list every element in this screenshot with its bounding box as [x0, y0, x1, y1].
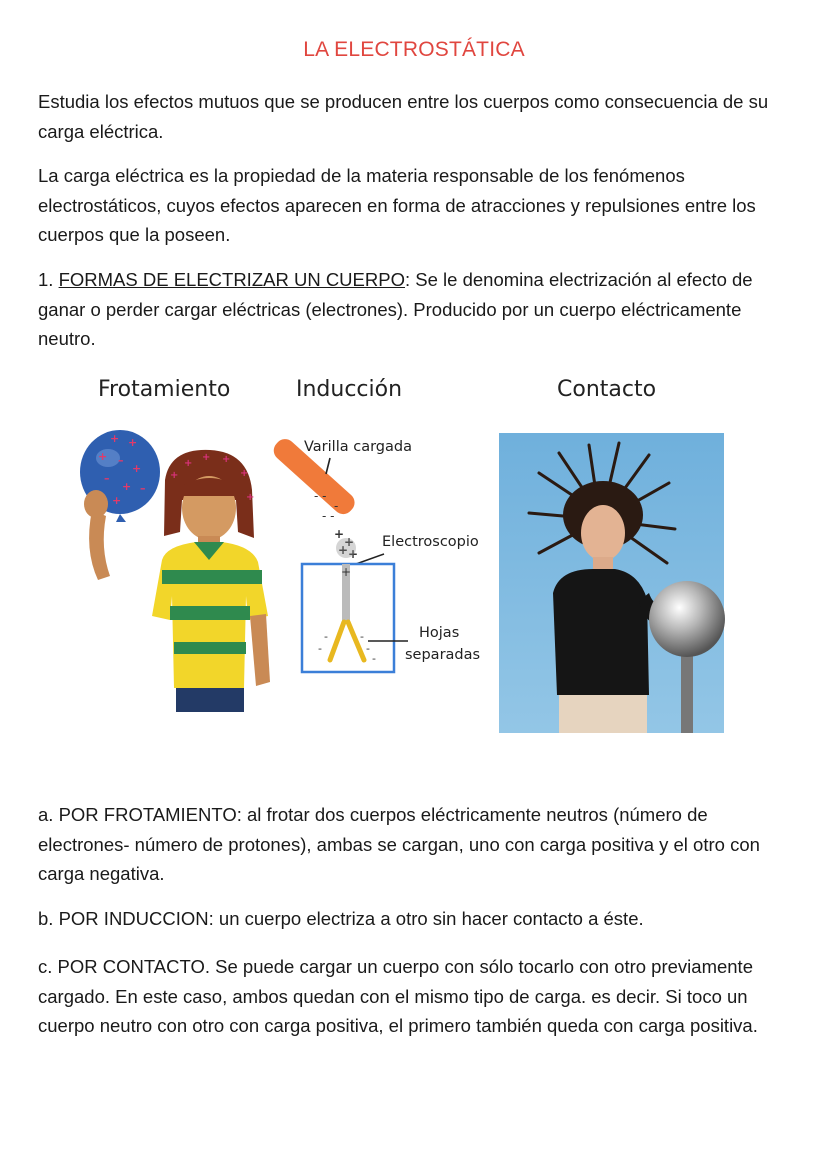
- section-1-paragraph: [38, 265, 793, 354]
- svg-text:-: -: [318, 642, 322, 655]
- svg-text:-: -: [372, 652, 376, 665]
- method-b: b. POR INDUCCION: un cuerpo electriza a otro sin hacer contacto a éste.: [38, 908, 644, 929]
- annotation-electroscope: Electroscopio: [382, 534, 479, 550]
- page-title: LA ELECTROSTÁTICA: [303, 38, 525, 61]
- svg-text:+: +: [341, 565, 352, 579]
- svg-text:-: -: [360, 630, 364, 643]
- svg-text:+: +: [344, 535, 355, 549]
- svg-text:-: -: [334, 499, 339, 513]
- label-contacto: Contacto: [557, 377, 657, 402]
- svg-text:- -: - -: [314, 489, 327, 503]
- section-number: 1.: [38, 269, 59, 290]
- svg-text:- -: - -: [322, 509, 335, 523]
- svg-text:+: +: [184, 458, 193, 469]
- method-a: a. POR FROTAMIENTO: al frotar dos cuerpos eléctricamente neutros (número de electrones- número de protones), ambas se cargan, uno con carga positiva y el otro con carga negativa.: [38, 804, 760, 884]
- contacto-photo: [499, 433, 724, 733]
- section-heading: FORMAS DE ELECTRIZAR UN CUERPO: [58, 269, 405, 290]
- svg-text:+: +: [348, 547, 359, 561]
- svg-text:+: +: [170, 470, 179, 481]
- method-c: c. POR CONTACTO. Se puede cargar un cuerpo con sólo tocarlo con otro previamente cargado. En este caso, ambos quedan con el mismo tipo de carga. es decir. Si toco un cuerpo neutro con otro con carga positiva, el primero también queda con carga positiva.: [38, 956, 758, 1036]
- frotamiento-illustration: [70, 420, 280, 715]
- svg-text:-: -: [366, 642, 370, 655]
- svg-text:+: +: [202, 452, 211, 463]
- label-induccion: Inducción: [296, 377, 403, 402]
- annotation-leaves-1: Hojas: [419, 625, 460, 641]
- svg-text:+: +: [246, 492, 255, 503]
- label-frotamiento: Frotamiento: [98, 377, 231, 402]
- induccion-illustration: [272, 436, 412, 681]
- svg-text:–: –: [118, 454, 124, 467]
- annotation-leaves-2: separadas: [405, 647, 481, 663]
- section-text: : Se le denomina electrización al efecto de ganar o perder cargar eléctricas (electrones). Producido por un cuerpo eléctricamente neutro.: [38, 269, 753, 349]
- svg-text:+: +: [222, 454, 231, 465]
- svg-text:+: +: [128, 436, 138, 449]
- svg-text:+: +: [240, 468, 249, 479]
- svg-text:+: +: [110, 432, 120, 445]
- svg-text:–: –: [140, 482, 146, 495]
- svg-text:+: +: [132, 462, 142, 475]
- svg-text:–: –: [104, 472, 110, 485]
- svg-text:+: +: [334, 527, 345, 541]
- svg-text:+: +: [338, 543, 349, 557]
- annotation-rod: Varilla cargada: [304, 439, 412, 455]
- svg-text:+: +: [112, 494, 122, 507]
- svg-text:-: -: [324, 630, 328, 643]
- intro-paragraph-2: La carga eléctrica es la propiedad de la materia responsable de los fenómenos electrostáticos, cuyos efectos aparecen en forma de atracciones y repulsiones entre los cuerpos que la poseen.: [38, 165, 756, 245]
- svg-text:+: +: [98, 450, 108, 463]
- svg-text:+: +: [122, 480, 132, 493]
- intro-paragraph-1: Estudia los efectos mutuos que se producen entre los cuerpos como consecuencia de su carga eléctrica.: [38, 91, 769, 142]
